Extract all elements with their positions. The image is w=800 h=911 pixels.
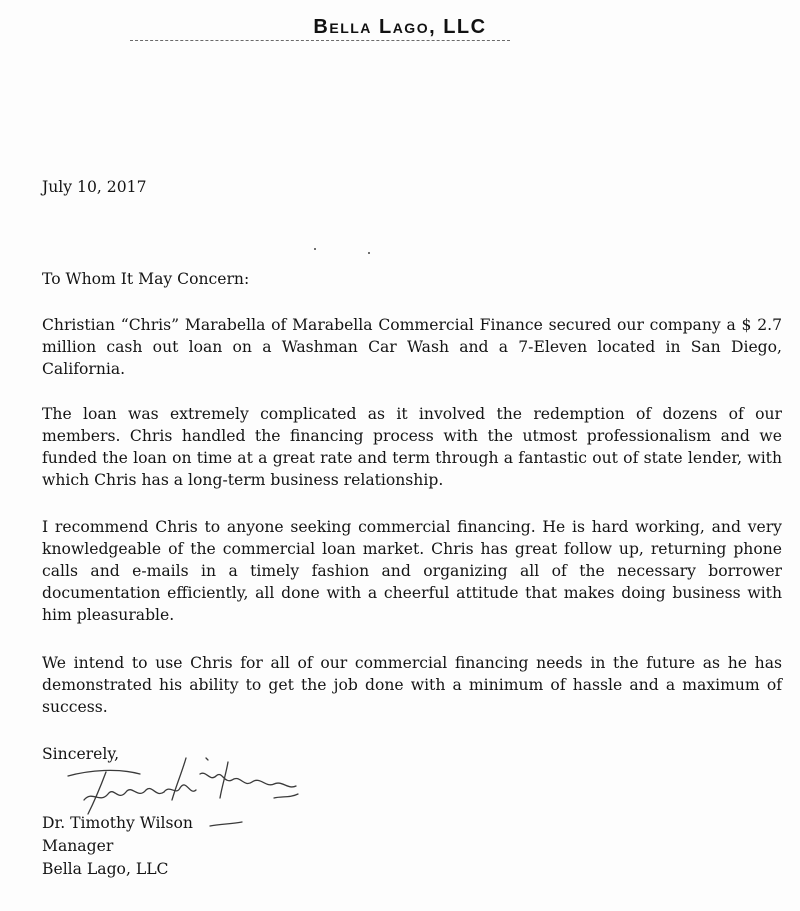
letter-paragraph: The loan was extremely complicated as it involved the redemption of dozens of our members. Chris handled the financing process with the utmost professionalism and we funded the loan on time at a great rate and term through a fantastic out of state lender, with which Chris has a long-term business relationship. bbox=[42, 405, 782, 489]
letter-salutation: To Whom It May Concern: bbox=[42, 270, 250, 288]
signer-title: Manager bbox=[42, 837, 114, 855]
letterhead-company-name: Bella Lago, LLC bbox=[313, 16, 487, 38]
signer-name: Dr. Timothy Wilson bbox=[42, 814, 193, 832]
letter-paragraph: I recommend Chris to anyone seeking commercial financing. He is hard working, and very knowledgeable of the commercial loan market. Chris has great follow up, returning phone calls and e-mails in a timely fashion and organizing all of the necessary borrower documentation efficiently, all done with a cheerful attitude that makes doing business with him pleasurable. bbox=[42, 518, 782, 624]
letter-closing: Sincerely, bbox=[42, 745, 120, 763]
letterhead bbox=[0, 16, 800, 39]
letter-paragraph: We intend to use Chris for all of our commercial financing needs in the future as he has demonstrated his ability to get the job done with a minimum of hassle and a maximum of success. bbox=[42, 654, 782, 716]
letter-date: July 10, 2017 bbox=[42, 178, 147, 196]
scan-speck bbox=[314, 248, 316, 250]
signer-company: Bella Lago, LLC bbox=[42, 860, 169, 878]
letterhead-rule bbox=[130, 40, 510, 41]
scan-speck bbox=[368, 252, 370, 254]
letter-paragraph: Christian “Chris” Marabella of Marabella Commercial Finance secured our company a $ 2.7 million cash out loan on a Washman Car Wash and a 7-Eleven located in San Diego, California. bbox=[42, 316, 782, 378]
